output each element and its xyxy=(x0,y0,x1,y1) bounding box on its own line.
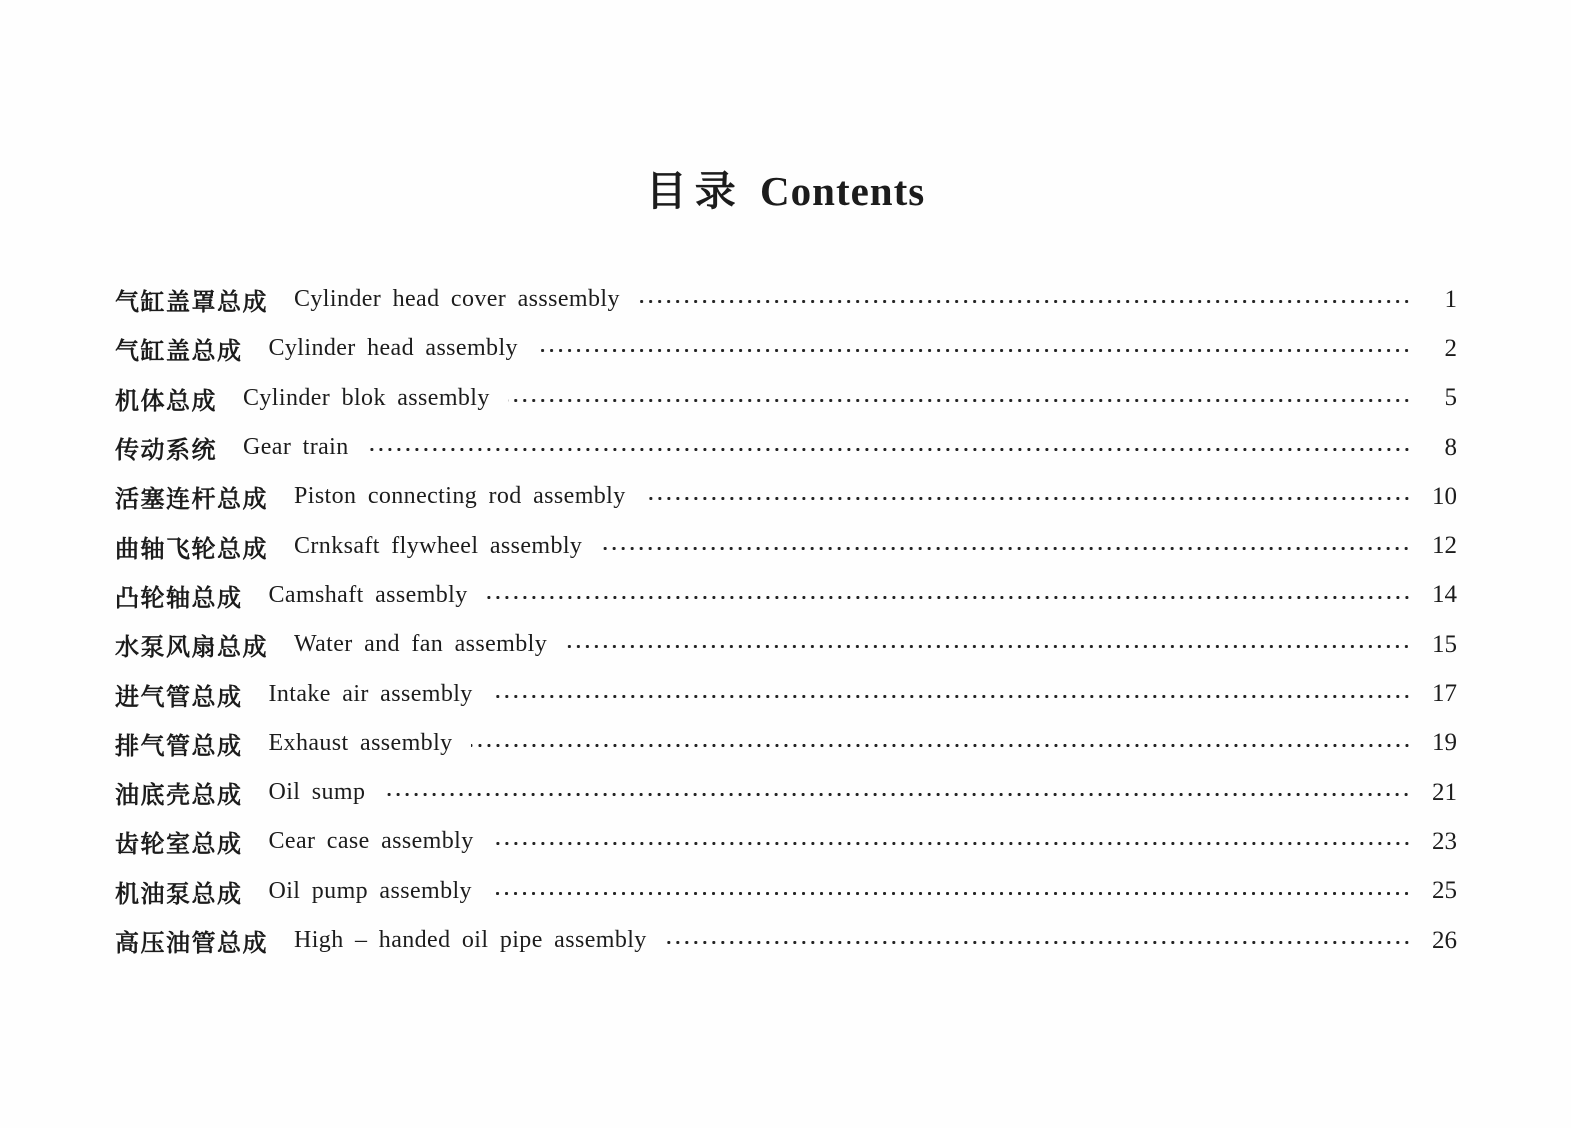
toc-entry-title-english: Cear case assembly xyxy=(268,828,474,855)
toc-entry-title-chinese: 油底壳总成 xyxy=(115,783,243,810)
toc-entry-title-chinese: 气缸盖罩总成 xyxy=(115,290,268,317)
toc-entry-title-english: Exhaust assembly xyxy=(268,729,453,756)
dot-leader xyxy=(508,398,1411,403)
toc-entry-page-number: 12 xyxy=(1432,532,1457,560)
toc-entry-title-english: Cylinder blok assembly xyxy=(243,384,490,411)
toc-entry xyxy=(115,472,1457,521)
toc-entry-title-chinese: 机体总成 xyxy=(115,388,217,415)
toc-entry xyxy=(115,768,1457,817)
toc-entry-title-chinese: 水泵风扇总成 xyxy=(115,635,268,662)
dot-leader xyxy=(383,792,1411,797)
toc-entry xyxy=(115,324,1457,373)
toc-entry-page-number: 17 xyxy=(1432,680,1457,708)
toc-entry xyxy=(115,669,1457,718)
toc-entry xyxy=(115,620,1457,669)
toc-entry-title-chinese: 气缸盖总成 xyxy=(115,339,243,366)
dot-leader xyxy=(486,595,1411,600)
toc-entry-title-chinese: 凸轮轴总成 xyxy=(115,585,243,612)
dot-leader xyxy=(490,891,1411,896)
toc-entry xyxy=(115,867,1457,916)
dot-leader xyxy=(565,644,1411,649)
toc-entry-page-number: 19 xyxy=(1432,729,1457,757)
toc-entry xyxy=(115,423,1457,472)
toc-entry-page-number: 1 xyxy=(1444,285,1457,313)
toc-entry-page-number: 23 xyxy=(1432,827,1457,855)
toc-entry-title-english: Piston connecting rod assembly xyxy=(294,483,626,510)
toc-list xyxy=(115,275,1457,965)
dot-leader xyxy=(492,841,1411,846)
dot-leader xyxy=(638,299,1411,304)
toc-entry-title-chinese: 机油泵总成 xyxy=(115,881,243,908)
dot-leader xyxy=(644,496,1411,501)
dot-leader xyxy=(536,348,1411,353)
toc-entry-page-number: 10 xyxy=(1432,482,1457,510)
dot-leader xyxy=(665,940,1411,945)
dot-leader xyxy=(367,447,1411,452)
toc-entry-page-number: 26 xyxy=(1432,926,1457,954)
toc-entry xyxy=(115,571,1457,620)
toc-entry-title-english: Cylinder head cover asssembly xyxy=(294,286,620,313)
toc-entry-page-number: 14 xyxy=(1432,581,1457,609)
toc-entry-page-number: 2 xyxy=(1444,334,1457,362)
toc-entry-page-number: 21 xyxy=(1432,778,1457,806)
toc-entry-page-number: 8 xyxy=(1444,433,1457,461)
toc-entry xyxy=(115,916,1457,965)
toc-entry-title-english: Camshaft assembly xyxy=(268,581,468,608)
toc-entry-title-chinese: 活塞连杆总成 xyxy=(115,487,268,514)
toc-entry-title-english: Cylinder head assembly xyxy=(268,335,518,362)
toc-entry-title-chinese: 高压油管总成 xyxy=(115,931,268,957)
toc-entry xyxy=(115,374,1457,423)
toc-entry xyxy=(115,817,1457,866)
toc-entry xyxy=(115,521,1457,570)
toc-entry-title-english: Intake air assembly xyxy=(268,680,473,707)
toc-entry-title-english: Water and fan assembly xyxy=(294,631,548,658)
toc-entry-title-chinese: 曲轴飞轮总成 xyxy=(115,536,268,563)
dot-leader xyxy=(491,694,1411,699)
toc-entry-title-english: Oil pump assembly xyxy=(268,877,472,904)
dot-leader xyxy=(600,546,1411,551)
toc-entry-page-number: 15 xyxy=(1432,630,1457,658)
toc-entry-title-english: High – handed oil pipe assembly xyxy=(294,927,647,953)
toc-entry xyxy=(115,275,1457,324)
toc-entry xyxy=(115,719,1457,768)
toc-entry-page-number: 5 xyxy=(1444,384,1457,412)
toc-entry-title-english: Gear train xyxy=(243,434,349,461)
page-title-chinese: 目录 xyxy=(645,168,744,214)
page-title-english: Contents xyxy=(760,168,926,214)
toc-entry-title-chinese: 齿轮室总成 xyxy=(115,832,243,859)
toc-entry-title-chinese: 排气管总成 xyxy=(115,733,243,760)
toc-entry-title-chinese: 传动系统 xyxy=(115,438,217,465)
dot-leader xyxy=(471,743,1411,748)
toc-entry-title-english: Crnksaft flywheel assembly xyxy=(294,532,583,559)
toc-entry-page-number: 25 xyxy=(1432,877,1457,905)
toc-entry-title-chinese: 进气管总成 xyxy=(115,684,243,711)
page-title xyxy=(0,158,1571,217)
toc-entry-title-english: Oil sump xyxy=(268,779,366,806)
